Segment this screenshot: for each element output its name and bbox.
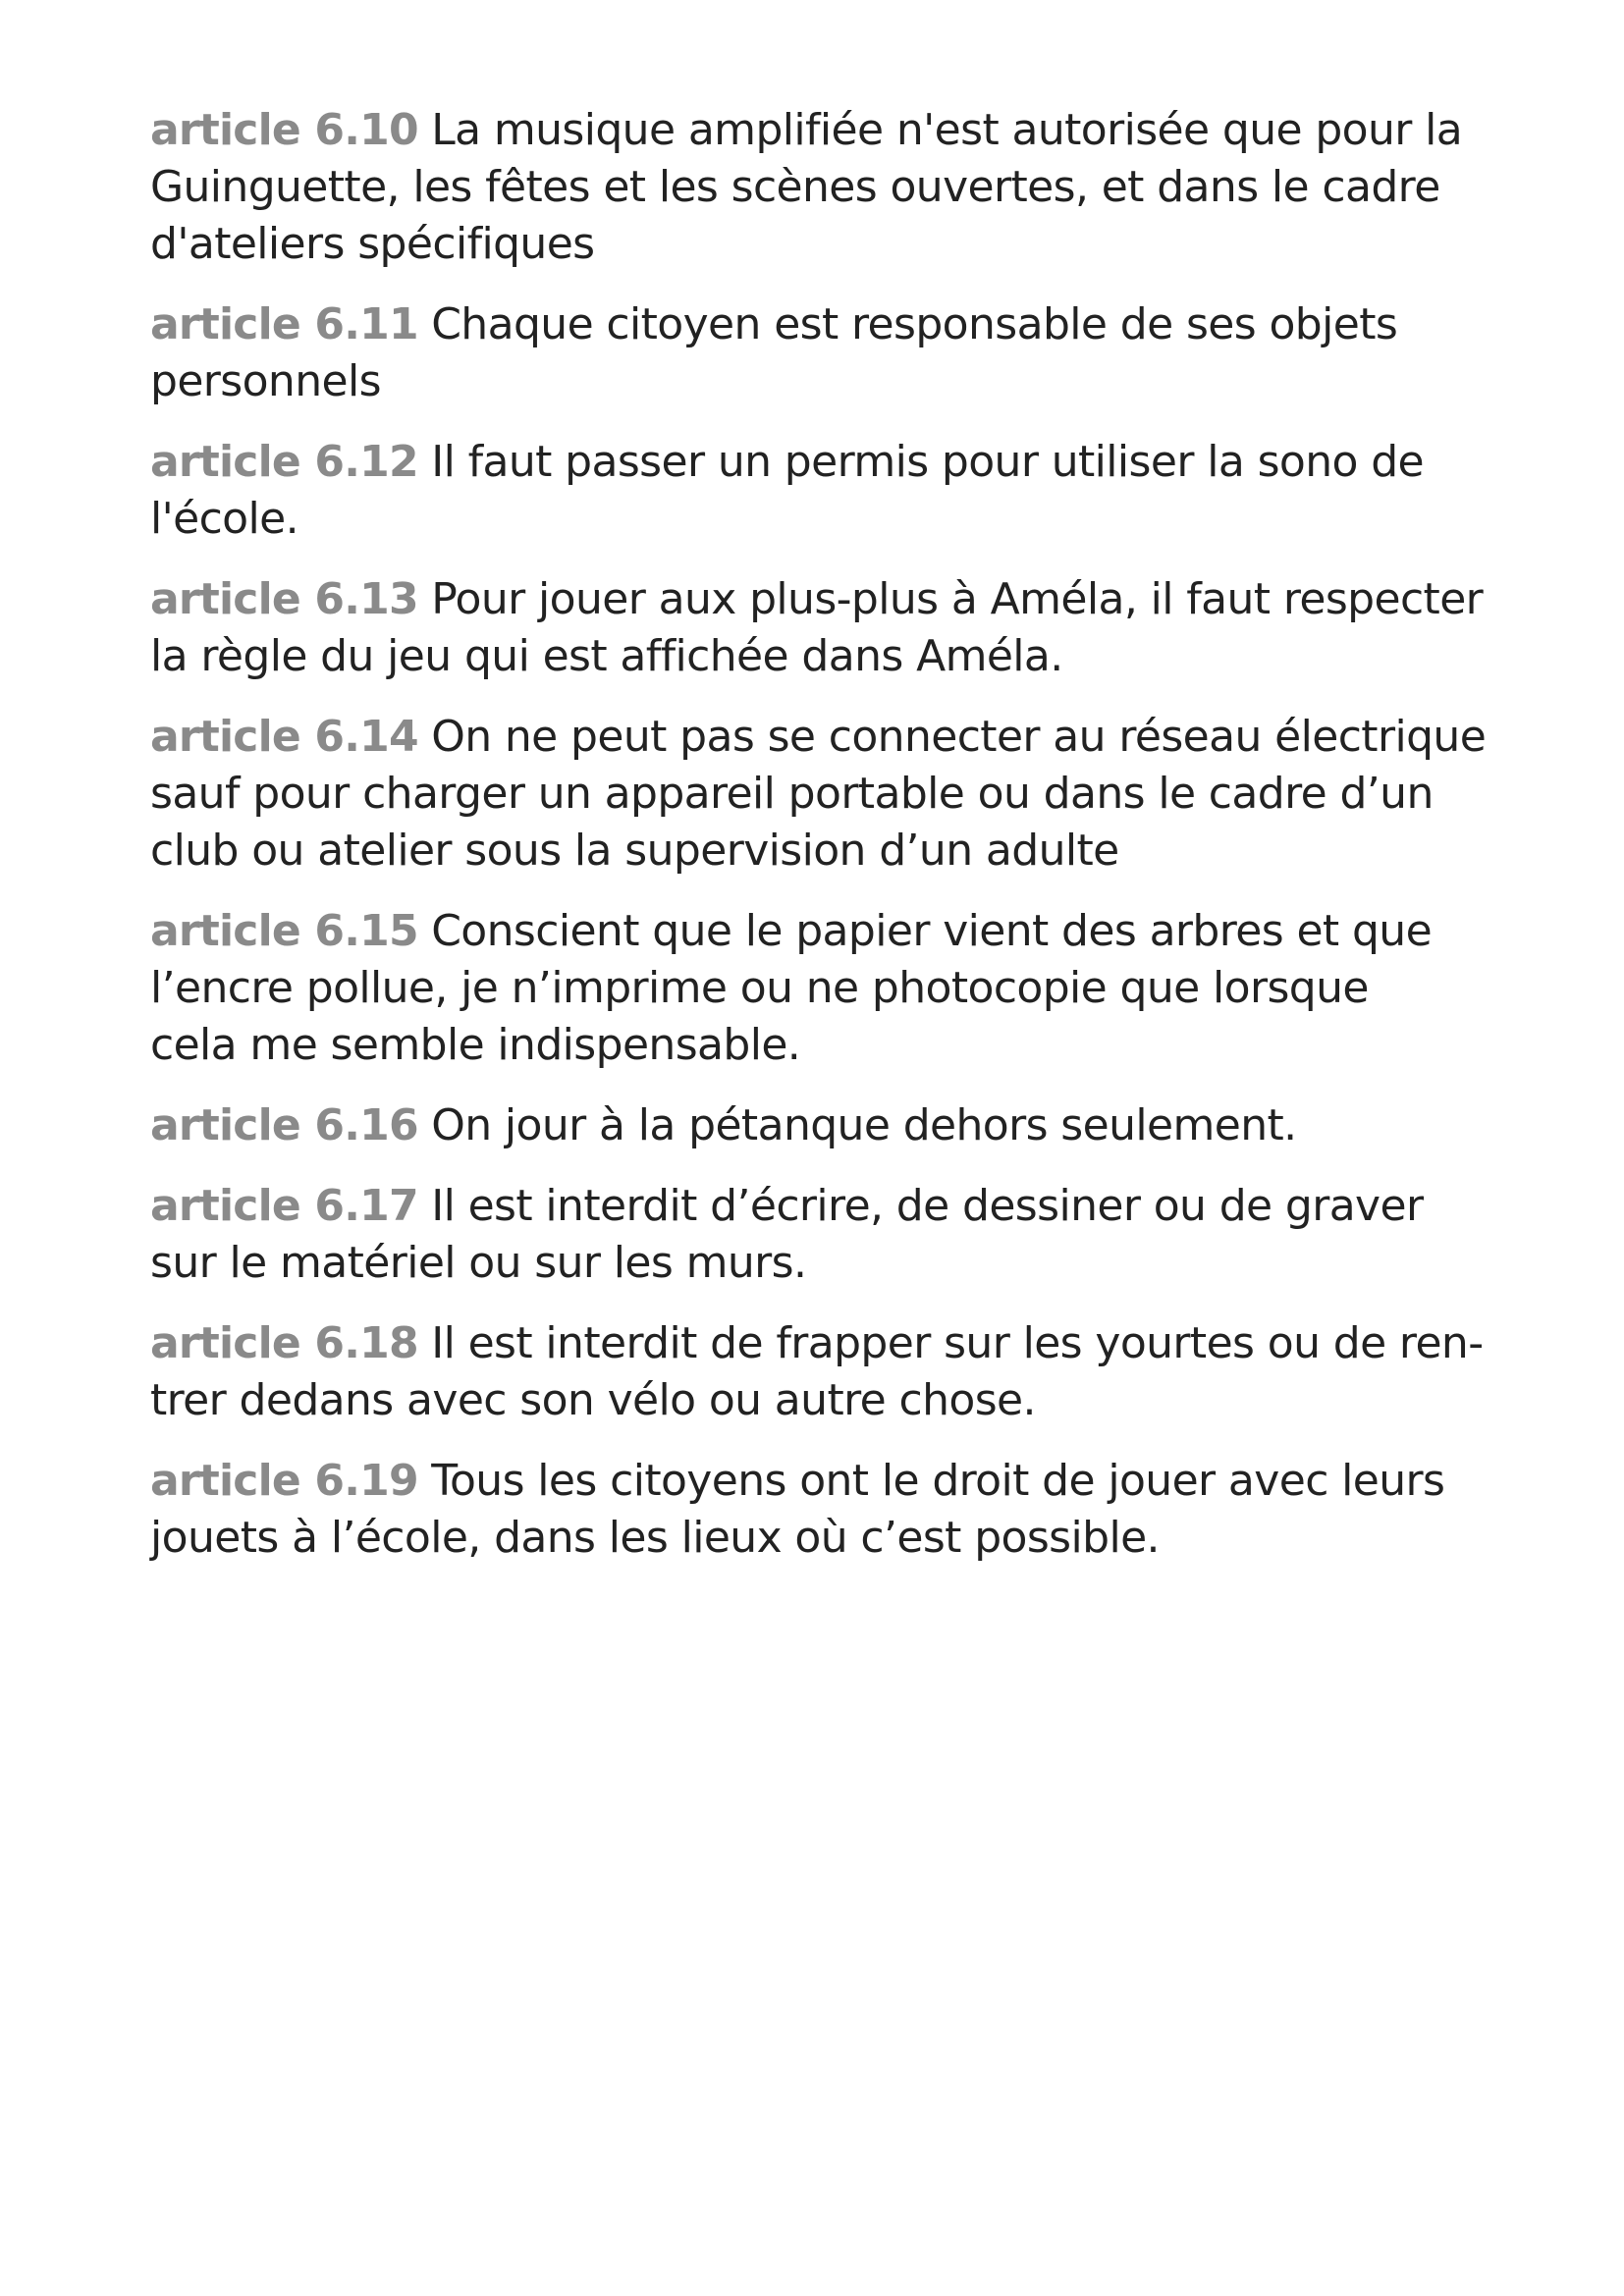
article-text-line: l’encre pollue, je n’imprime ou ne photocopie que lorsque: [150, 963, 1369, 1013]
article-text: Il faut passer un permis pour utiliser la sono de: [431, 437, 1425, 487]
article-first-line: [150, 709, 1544, 766]
article-label: article 6.10: [150, 105, 418, 155]
article-first-line: [150, 1097, 1544, 1154]
article-text-line: cela me semble indispensable.: [150, 1020, 801, 1070]
article-label: article 6.15: [150, 906, 418, 956]
article-label: article 6.12: [150, 437, 418, 487]
article-text: Pour jouer aux plus-plus à Améla, il faut respecter: [431, 574, 1484, 624]
articles-list: [150, 102, 1544, 1590]
article-text: Il est interdit d’écrire, de dessiner ou de graver: [431, 1181, 1424, 1231]
article-label: article 6.19: [150, 1456, 418, 1506]
article-text-line: club ou atelier sous la supervision d’un adulte: [150, 826, 1119, 876]
article-6-13: [150, 571, 1544, 685]
article-label: article 6.17: [150, 1181, 418, 1231]
article-text-line: d'ateliers spécifiques: [150, 219, 595, 269]
article-text: Tous les citoyens ont le droit de jouer avec leurs: [431, 1456, 1445, 1506]
article-label: article 6.11: [150, 299, 418, 349]
article-text: Chaque citoyen est responsable de ses objets: [431, 299, 1398, 349]
article-text: On jour à la pétanque dehors seulement.: [431, 1100, 1297, 1150]
article-first-line: [150, 1315, 1544, 1372]
article-first-line: [150, 102, 1544, 159]
article-first-line: [150, 571, 1544, 628]
article-text: On ne peut pas se connecter au réseau électrique: [431, 712, 1487, 762]
article-6-17: [150, 1178, 1544, 1292]
article-6-15: [150, 903, 1544, 1074]
article-text-line: jouets à l’école, dans les lieux où c’est possible.: [150, 1513, 1160, 1563]
article-first-line: [150, 1453, 1544, 1510]
article-first-line: [150, 1178, 1544, 1235]
article-text-line: trer dedans avec son vélo ou autre chose.: [150, 1375, 1036, 1425]
article-6-14: [150, 709, 1544, 880]
article-text: Il est interdit de frapper sur les yourtes ou de ren-: [431, 1318, 1484, 1368]
article-text-line: sur le matériel ou sur les murs.: [150, 1238, 807, 1288]
article-label: article 6.16: [150, 1100, 418, 1150]
article-text: Conscient que le papier vient des arbres et que: [431, 906, 1433, 956]
article-text-line: la règle du jeu qui est affichée dans Améla.: [150, 631, 1063, 681]
article-text-line: personnels: [150, 356, 381, 406]
article-first-line: [150, 296, 1544, 353]
article-6-12: [150, 434, 1544, 548]
article-text-line: sauf pour charger un appareil portable ou dans le cadre d’un: [150, 769, 1434, 819]
article-label: article 6.18: [150, 1318, 418, 1368]
article-6-16: [150, 1097, 1544, 1154]
article-6-11: [150, 296, 1544, 410]
article-text-line: Guinguette, les fêtes et les scènes ouvertes, et dans le cadre: [150, 162, 1440, 212]
article-first-line: [150, 903, 1544, 960]
article-label: article 6.13: [150, 574, 418, 624]
article-6-10: [150, 102, 1544, 273]
article-label: article 6.14: [150, 712, 418, 762]
article-first-line: [150, 434, 1544, 491]
article-6-19: [150, 1453, 1544, 1567]
article-text-line: l'école.: [150, 494, 298, 544]
article-text: La musique amplifiée n'est autorisée que pour la: [431, 105, 1463, 155]
article-6-18: [150, 1315, 1544, 1429]
